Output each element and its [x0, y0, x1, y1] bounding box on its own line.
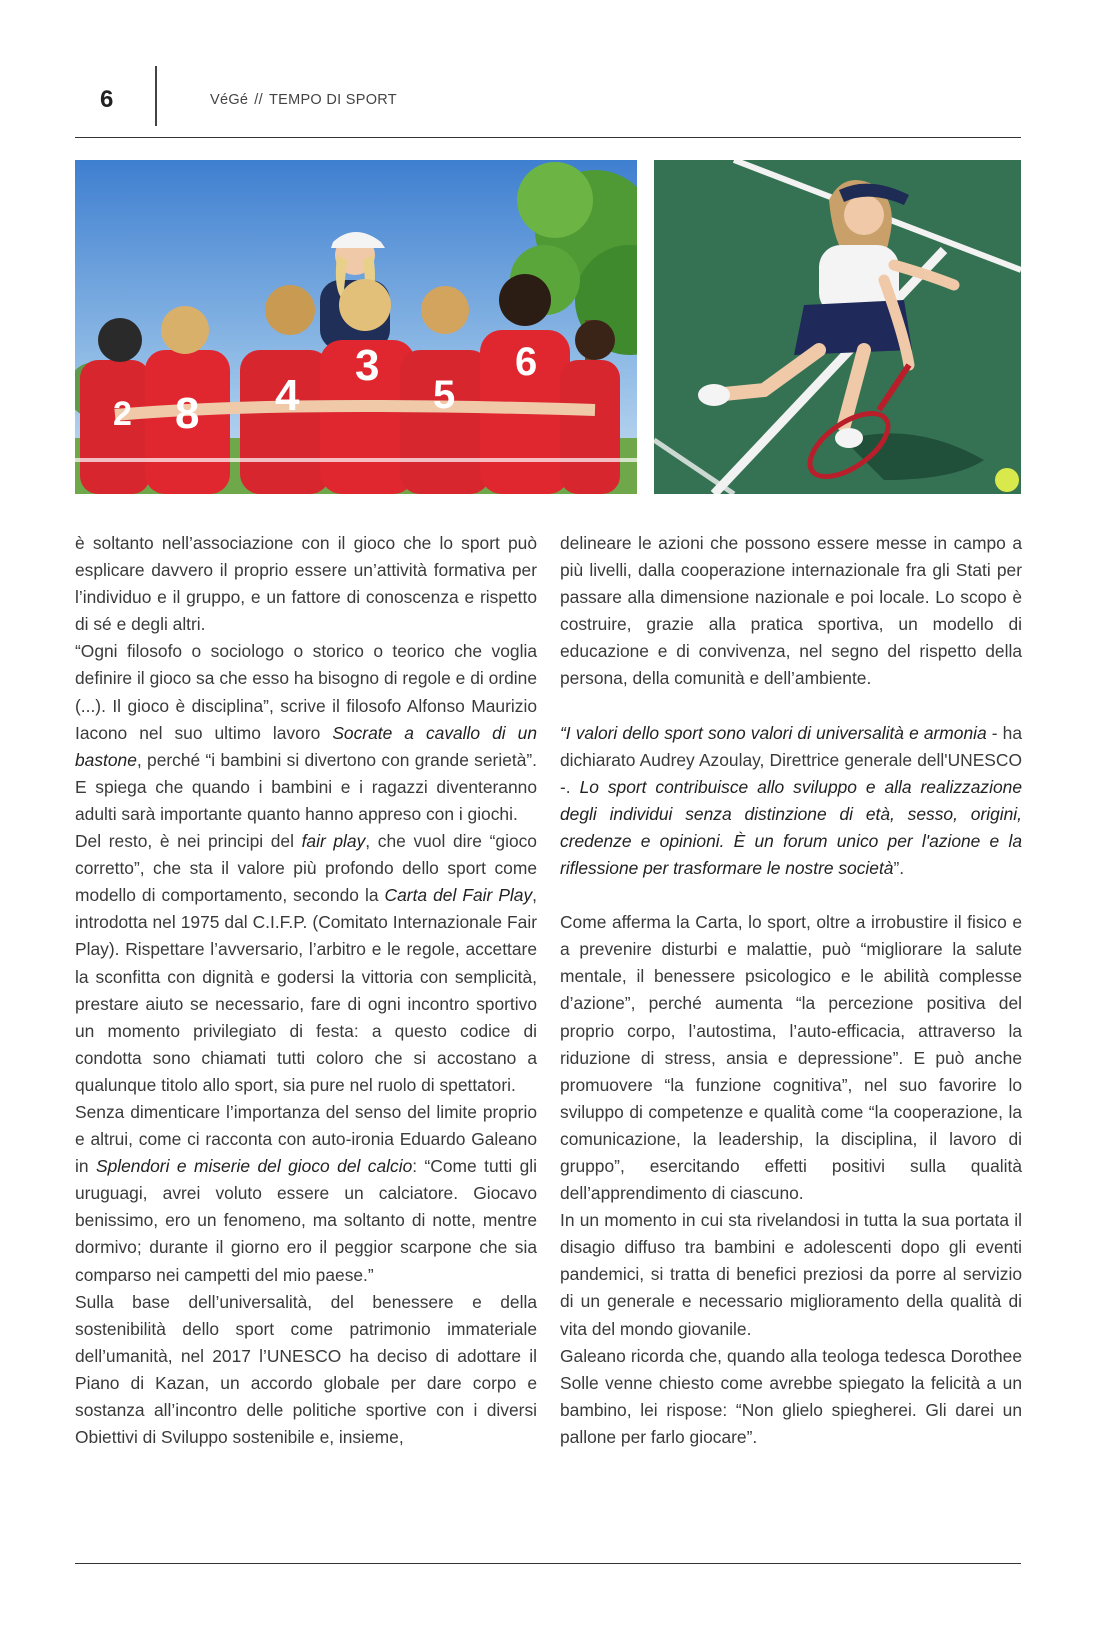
paragraph: Senza dimenticare l’importanza del senso del limite proprio e altrui, come ci racconta con auto-ironia Eduardo Galeano in Splendori e miserie del gioco del calcio: “Come tutti gli uruguagi, avrei voluto essere un calciatore. Giocavo benissimo, ero un fenomeno, ma soltanto di notte, mentre dormivo; durante il giorno ero il peggior scarpone che sia comparso nei campetti del mio paese.” — [75, 1101, 538, 1285]
jersey-number: 2 — [113, 395, 132, 433]
running-head — [210, 92, 397, 108]
page-number: 6 — [100, 86, 114, 113]
paragraph: “Ogni filosofo o sociologo o storico o teorico che voglia definire il gioco sa che esso ha bisogno di regole e di ordine (...). Il gioco è disciplina”, scrive il filosofo Alfonso Maurizio Iacono nel suo ultimo lavoro Socrate a cavallo di un bastone, perché “i bambini si divertono con grande serietà”. E spiega che quando i bambini e i ragazzi diventeranno adulti sarà importante quanto hanno appreso con i giochi. — [75, 641, 537, 824]
quote: Lo sport contribuisce allo sviluppo e alla realizzazione degli individui senza distinzione di età, sesso, origini, credenze e opinioni. È un forum unico per l'azione e la riflessione per trasformare le nostre società — [560, 776, 1022, 879]
brand-name: VéGé — [210, 92, 249, 108]
quote-paragraph: “I valori dello sport sono valori di universalità e armonia - ha dichiarato Audrey Azoulay, Direttrice generale dell'UNESCO -. Lo sport contribuisce allo sviluppo e alla realizzazione degli individui senza distinzione di età, sesso, origini, credenze e opinioni. È un forum unico per l'azione e la riflessione per trasformare le nostre società”. — [560, 722, 1022, 879]
paragraph: Come afferma la Carta, lo sport, oltre a irrobustire il fisico e a prevenire disturbi e malattie, può “migliorare la salute mentale, il benessere psicologico e le abilità complesse d’azione”, perché aumenta “la percezione positiva del proprio corpo, l’autostima, l’auto-efficacia, attraverso la riduzione di stress, ansia e depressione”. E può anche promuovere “la funzione cognitiva”, nel suo favorire lo sviluppo di competenze e qualità come “la cooperazione, la comunicazione, la leadership, la disciplina, il lavoro di gruppo”, esercitando effetti positivi sulla qualità dell’apprendimento di ciascuno. — [560, 912, 1022, 1204]
jersey-number: 8 — [175, 389, 200, 438]
book-title: Splendori e miserie del gioco del calcio — [95, 1156, 413, 1177]
paragraph: è soltanto nell’associazione con il gioco che lo sport può esplicare davvero il proprio essere un’attività formativa per l’individuo e il gruppo, e un fattore di conoscenza e rispetto di sé e degli altri. — [75, 533, 537, 635]
top-rule — [75, 137, 1021, 138]
tennis-photo — [654, 160, 1021, 494]
book-title: Socrate a cavallo di un bastone — [75, 722, 537, 770]
section-title: TEMPO DI SPORT — [268, 92, 397, 108]
running-head-separator: // — [254, 92, 263, 108]
jersey-number: 6 — [515, 340, 538, 384]
header-divider — [155, 66, 157, 126]
right-column — [560, 530, 1022, 1451]
paragraph: In un momento in cui sta rivelandosi in tutta la sua portata il disagio diffuso tra bambini e adolescenti dopo gli eventi pandemici, si tratta di benefici preziosi da porre al servizio di un generale e necessario miglioramento della qualità di vita del mondo giovanile. — [560, 1210, 1022, 1339]
team-photo — [75, 160, 637, 494]
paragraph: delineare le azioni che possono essere messe in campo a più livelli, dalla cooperazione internazionale fra gli Stati per passare alla dimensione nazionale e poi locale. Lo scopo è costruire, grazie alla pratica sportiva, un modello di educazione e di convivenza, nel segno del rispetto della persona, della comunità e dell’ambiente. — [560, 533, 1022, 689]
document-title: Carta del Fair Play — [384, 885, 533, 906]
bottom-rule — [75, 1563, 1021, 1564]
emphasis: fair play — [301, 831, 366, 852]
jersey-number: 4 — [275, 371, 300, 420]
jersey-number: 5 — [433, 373, 456, 417]
paragraph: Galeano ricorda che, quando alla teologa tedesca Dorothee Solle venne chiesto come avrebbe spiegato la felicità a un bambino, lei rispose: “Non glielo spiegherei. Gli darei un pallone per farlo giocare”. — [560, 1345, 1022, 1447]
quote: “I valori dello sport sono valori di universalità e armonia — [560, 722, 987, 743]
paragraph: Del resto, è nei principi del fair play, che vuol dire “gioco corretto”, che sta il valore più profondo dello sport come modello di comportamento, secondo la Carta del Fair Play, introdotta nel 1975 dal C.I.F.P. (Comitato Internazionale Fair Play). Rispettare l’avversario, l’arbitro e le regole, accettare la sconfitta con dignità e godersi la vittoria con semplicità, prestare aiuto se necessario, fare di ogni incontro sportivo un momento privilegiato di festa: a questo codice di condotta sono chiamati tutti coloro che si accostano a qualunque titolo allo sport, sia pure nel ruolo di spettatori. — [75, 831, 537, 1095]
left-column — [75, 530, 537, 1451]
paragraph: Sulla base dell’universalità, del benessere e della sostenibilità dello sport come patrimonio immateriale dell’umanità, nel 2017 l’UNESCO ha deciso di adottare il Piano di Kazan, un accordo globale per dare corpo e sostanza all’incontro delle politiche sportive con i diversi Obiettivi di Sviluppo sostenibile e, insieme, — [75, 1291, 537, 1448]
jersey-number: 3 — [355, 341, 380, 390]
